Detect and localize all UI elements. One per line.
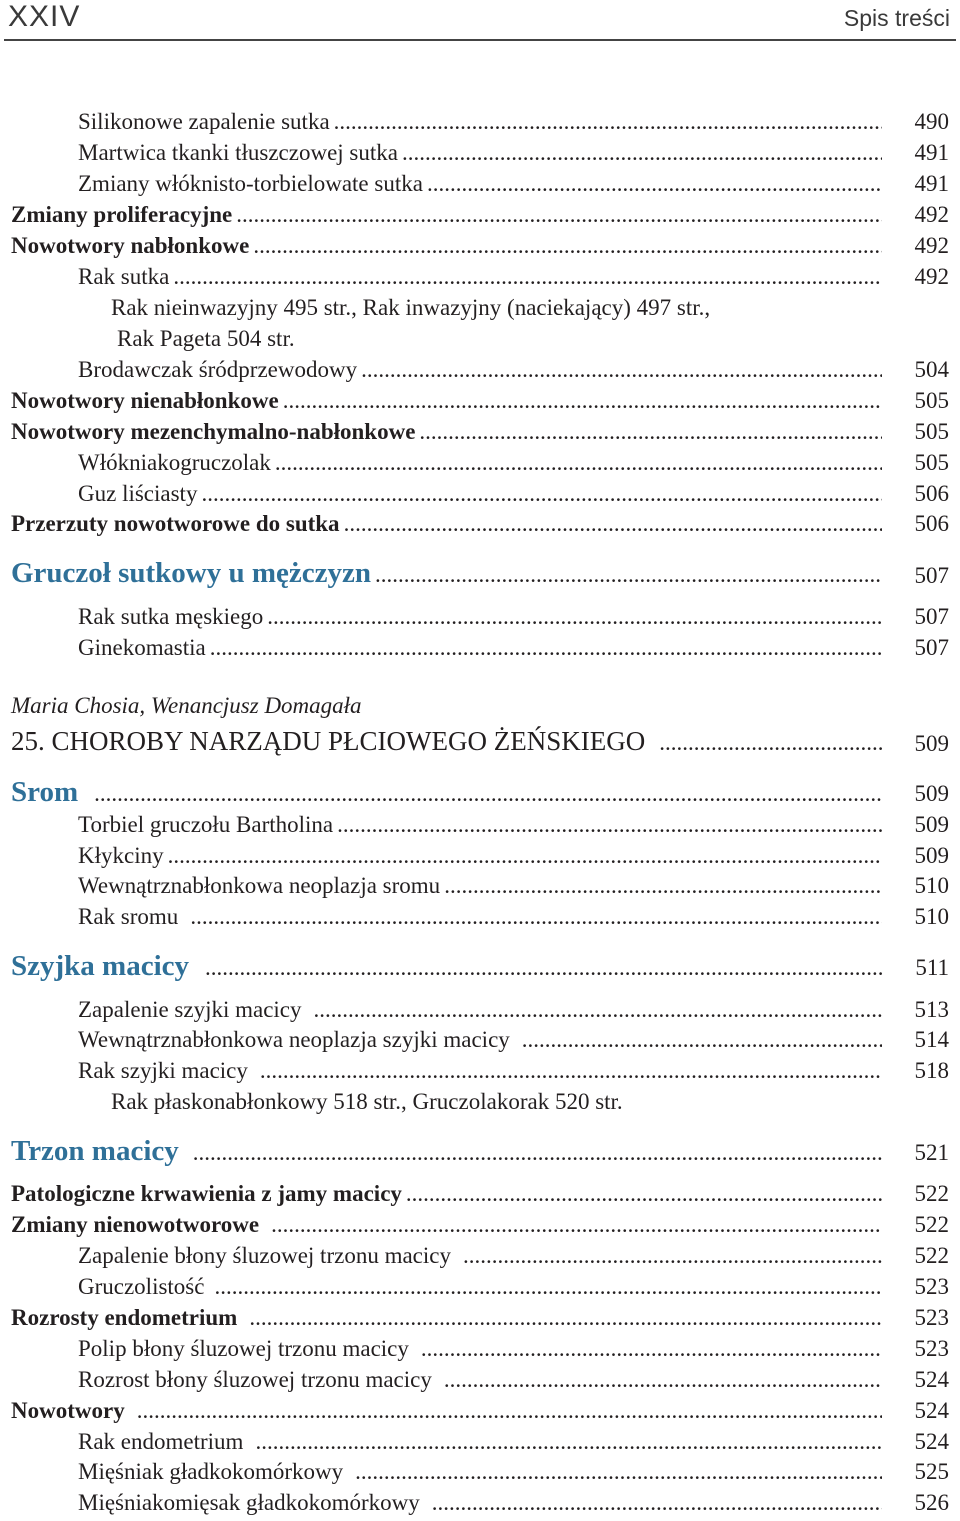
toc-subtopics: Rak Pageta 504 str. [117, 326, 295, 351]
toc-chapter-entry[interactable] [0, 557, 960, 595]
toc-entry-page: 510 [914, 904, 949, 929]
toc-entry-page: 491 [914, 140, 949, 165]
toc-entry[interactable] [0, 202, 960, 232]
toc-entry-title: Rozrosty endometrium [11, 1305, 238, 1330]
toc-entry-page: 510 [914, 873, 949, 898]
toc-entry[interactable] [0, 1459, 960, 1489]
toc-entry-title: Nowotwory mezenchymalno-nabłonkowe [11, 419, 416, 444]
dot-leader [255, 1429, 882, 1455]
toc-entry-page: 522 [914, 1181, 949, 1206]
toc-chapter-entry[interactable] [0, 950, 960, 988]
toc-entry-title: Silikonowe zapalenie sutka [78, 109, 330, 134]
toc-entry-title: Rak sutka [78, 264, 170, 289]
toc-entry[interactable] [0, 873, 960, 903]
dot-leader [190, 904, 882, 930]
toc-entry-page: 522 [914, 1243, 949, 1268]
toc-entry-page: 492 [914, 233, 949, 258]
toc-subtopics: Rak płaskonabłonkowy 518 str., Gruczolakorak 520 str. [111, 1089, 623, 1114]
toc-entry-page: 504 [914, 357, 949, 382]
toc-entry-page: 522 [914, 1212, 949, 1237]
toc-entry-page: 523 [914, 1305, 949, 1330]
toc-entry-page: 509 [914, 731, 949, 756]
toc-entry[interactable] [0, 1274, 960, 1304]
toc-entry-page: 505 [914, 450, 949, 475]
toc-entry[interactable] [0, 109, 960, 139]
toc-entry[interactable] [0, 388, 960, 418]
toc-entry-title: Mięśniakomięsak gładkokomórkowy [78, 1490, 420, 1515]
toc-entry-page: 505 [914, 419, 949, 444]
toc-entry-page: 521 [914, 1140, 949, 1165]
toc-entry[interactable] [0, 812, 960, 842]
dot-leader [463, 1243, 882, 1269]
page-number: XXIV [8, 0, 81, 33]
toc-entry-title: Wewnątrznabłonkowa neoplazja sromu [78, 873, 441, 898]
toc-entry-title: 25. CHOROBY NARZĄDU PŁCIOWEGO ŻEŃSKIEGO [11, 726, 646, 756]
header-rule [4, 39, 956, 41]
dot-leader [361, 357, 882, 383]
toc-entry-title: Zmiany proliferacyjne [11, 202, 233, 227]
dot-leader [427, 171, 882, 197]
toc-entry-title: Patologiczne krwawienia z jamy macicy [11, 1181, 402, 1206]
toc-entry-title: Polip błony śluzowej trzonu macicy [78, 1336, 409, 1361]
toc-entry[interactable] [0, 1336, 960, 1366]
toc-entry[interactable] [0, 1212, 960, 1242]
toc-entry-title: Zapalenie szyjki macicy [78, 997, 302, 1022]
dot-leader [210, 635, 882, 661]
dot-leader [444, 1367, 882, 1393]
toc-chapter-title[interactable] [0, 726, 960, 762]
toc-entry[interactable] [0, 419, 960, 449]
toc-entry[interactable] [0, 450, 960, 480]
dot-leader [260, 1058, 882, 1084]
toc-entry-title: Przerzuty nowotworowe do sutka [11, 511, 340, 536]
toc-chapter-entry[interactable] [0, 776, 960, 814]
toc-entry[interactable] [0, 511, 960, 541]
toc-entry[interactable] [0, 1243, 960, 1273]
toc-entry-page: 492 [914, 264, 949, 289]
toc-entry-title: Brodawczak śródprzewodowy [78, 357, 358, 382]
toc-entry-title: Martwica tkanki tłuszczowej sutka [78, 140, 398, 165]
toc-entry[interactable] [0, 1429, 960, 1459]
toc-entry-page: 507 [914, 563, 949, 588]
dot-leader [344, 511, 882, 537]
toc-entry-page: 518 [914, 1058, 949, 1083]
toc-entry-title: Zmiany włóknisto-torbielowate sutka [78, 171, 423, 196]
toc-entry-page: 490 [914, 109, 949, 134]
toc-entry-title: Nowotwory [11, 1398, 125, 1423]
dot-leader [337, 812, 882, 838]
toc-entry-page: 505 [914, 388, 949, 413]
dot-leader [355, 1459, 882, 1485]
toc-entry-page: 524 [914, 1429, 949, 1454]
toc-entry-title: Rozrost błony śluzowej trzonu macicy [78, 1367, 432, 1392]
toc-entry[interactable] [0, 171, 960, 201]
dot-leader [659, 730, 882, 756]
toc-entry-page: 509 [914, 781, 949, 806]
toc-entry-title: Wewnątrznabłonkowa neoplazja szyjki macicy [78, 1027, 510, 1052]
toc-entry[interactable] [0, 1181, 960, 1211]
dot-leader [375, 562, 882, 588]
dot-leader [314, 997, 882, 1023]
dot-leader [402, 140, 882, 166]
toc-entry[interactable] [0, 140, 960, 170]
toc-entry-title: Torbiel gruczołu Bartholina [78, 812, 334, 837]
toc-entry-title: Gruczoł sutkowy u mężczyzn [11, 557, 372, 589]
dot-leader [421, 1336, 882, 1362]
toc-entry-page: 524 [914, 1398, 949, 1423]
dot-leader [94, 781, 882, 807]
toc-entry-title: Mięśniak gładkokomórkowy [78, 1459, 344, 1484]
toc-entry-title: Nowotwory nienabłonkowe [11, 388, 279, 413]
toc-entry-title: Srom [11, 776, 79, 808]
dot-leader [193, 1140, 882, 1166]
toc-entry-page: 506 [914, 511, 949, 536]
toc-entry-title: Gruczolistość [78, 1274, 205, 1299]
dot-leader [236, 202, 882, 228]
dot-leader [271, 1212, 882, 1238]
dot-leader [201, 481, 882, 507]
toc-entry-title: Zapalenie błony śluzowej trzonu macicy [78, 1243, 451, 1268]
toc-entry[interactable] [0, 997, 960, 1027]
toc-entry-page: 491 [914, 171, 949, 196]
dot-leader [205, 955, 882, 981]
toc-entry-page: 507 [914, 604, 949, 629]
toc-entry[interactable] [0, 1058, 960, 1088]
toc-entry-page: 511 [915, 955, 949, 980]
page-header [0, 0, 960, 44]
toc-entry[interactable] [0, 233, 960, 263]
toc-entry-page: 507 [914, 635, 949, 660]
toc-entry[interactable] [0, 481, 960, 511]
toc-entry-page: 524 [914, 1367, 949, 1392]
dot-leader [522, 1027, 882, 1053]
toc-entry[interactable] [0, 264, 960, 294]
toc-chapter-entry[interactable] [0, 1135, 960, 1173]
toc-entry-page: 523 [914, 1274, 949, 1299]
dot-leader [275, 450, 882, 476]
toc-entry-title: Rak sutka męskiego [78, 604, 264, 629]
chapter-authors: Maria Chosia, Wenancjusz Domagała [11, 693, 362, 718]
dot-leader [406, 1181, 882, 1207]
toc-entry-page: 506 [914, 481, 949, 506]
toc-entry-page: 513 [914, 997, 949, 1022]
toc-entry-title: Zmiany nienowotworowe [11, 1212, 260, 1237]
toc-entry-title: Nowotwory nabłonkowe [11, 233, 250, 258]
toc-entry-page: 525 [914, 1459, 949, 1484]
toc-entry-title: Kłykciny [78, 843, 164, 868]
dot-leader [168, 843, 882, 869]
toc-entry-title: Guz liściasty [78, 481, 198, 506]
toc-entry-title: Rak szyjki macicy [78, 1058, 248, 1083]
toc-entry[interactable] [0, 904, 960, 934]
toc-entry-page: 514 [914, 1027, 949, 1052]
dot-leader [173, 264, 882, 290]
toc-entry-title: Rak sromu [78, 904, 179, 929]
toc-entry[interactable] [0, 1367, 960, 1397]
toc-subtopics: Rak nieinwazyjny 495 str., Rak inwazyjny (naciekający) 497 str., [111, 295, 711, 320]
toc-entry[interactable] [0, 1027, 960, 1057]
running-head: Spis treści [843, 5, 950, 31]
dot-leader [137, 1398, 882, 1424]
dot-leader [267, 604, 882, 630]
toc-entry-title: Ginekomastia [78, 635, 206, 660]
dot-leader [444, 873, 882, 899]
toc-entry[interactable] [0, 1398, 960, 1428]
toc-entry[interactable] [0, 1305, 960, 1335]
toc-entry-title: Rak endometrium [78, 1429, 244, 1454]
toc-entry[interactable] [0, 635, 960, 665]
toc-entry-title: Trzon macicy [11, 1135, 179, 1167]
dot-leader [283, 388, 882, 414]
toc-entry[interactable] [0, 357, 960, 387]
toc-entry-page: 509 [914, 843, 949, 868]
dot-leader [334, 109, 882, 135]
dot-leader [419, 419, 882, 445]
toc-entry-page: 526 [914, 1490, 949, 1515]
dot-leader [249, 1305, 882, 1331]
toc-entry-page: 492 [914, 202, 949, 227]
dot-leader [432, 1490, 882, 1516]
toc-entry-page: 509 [914, 812, 949, 837]
dot-leader [214, 1274, 882, 1300]
toc-entry[interactable] [0, 1490, 960, 1520]
toc-entry-page: 523 [914, 1336, 949, 1361]
toc-entry-title: Włókniakogruczolak [78, 450, 271, 475]
dot-leader [253, 233, 882, 259]
toc-entry[interactable] [0, 843, 960, 873]
toc-entry[interactable] [0, 604, 960, 634]
toc-entry-title: Szyjka macicy [11, 950, 189, 982]
